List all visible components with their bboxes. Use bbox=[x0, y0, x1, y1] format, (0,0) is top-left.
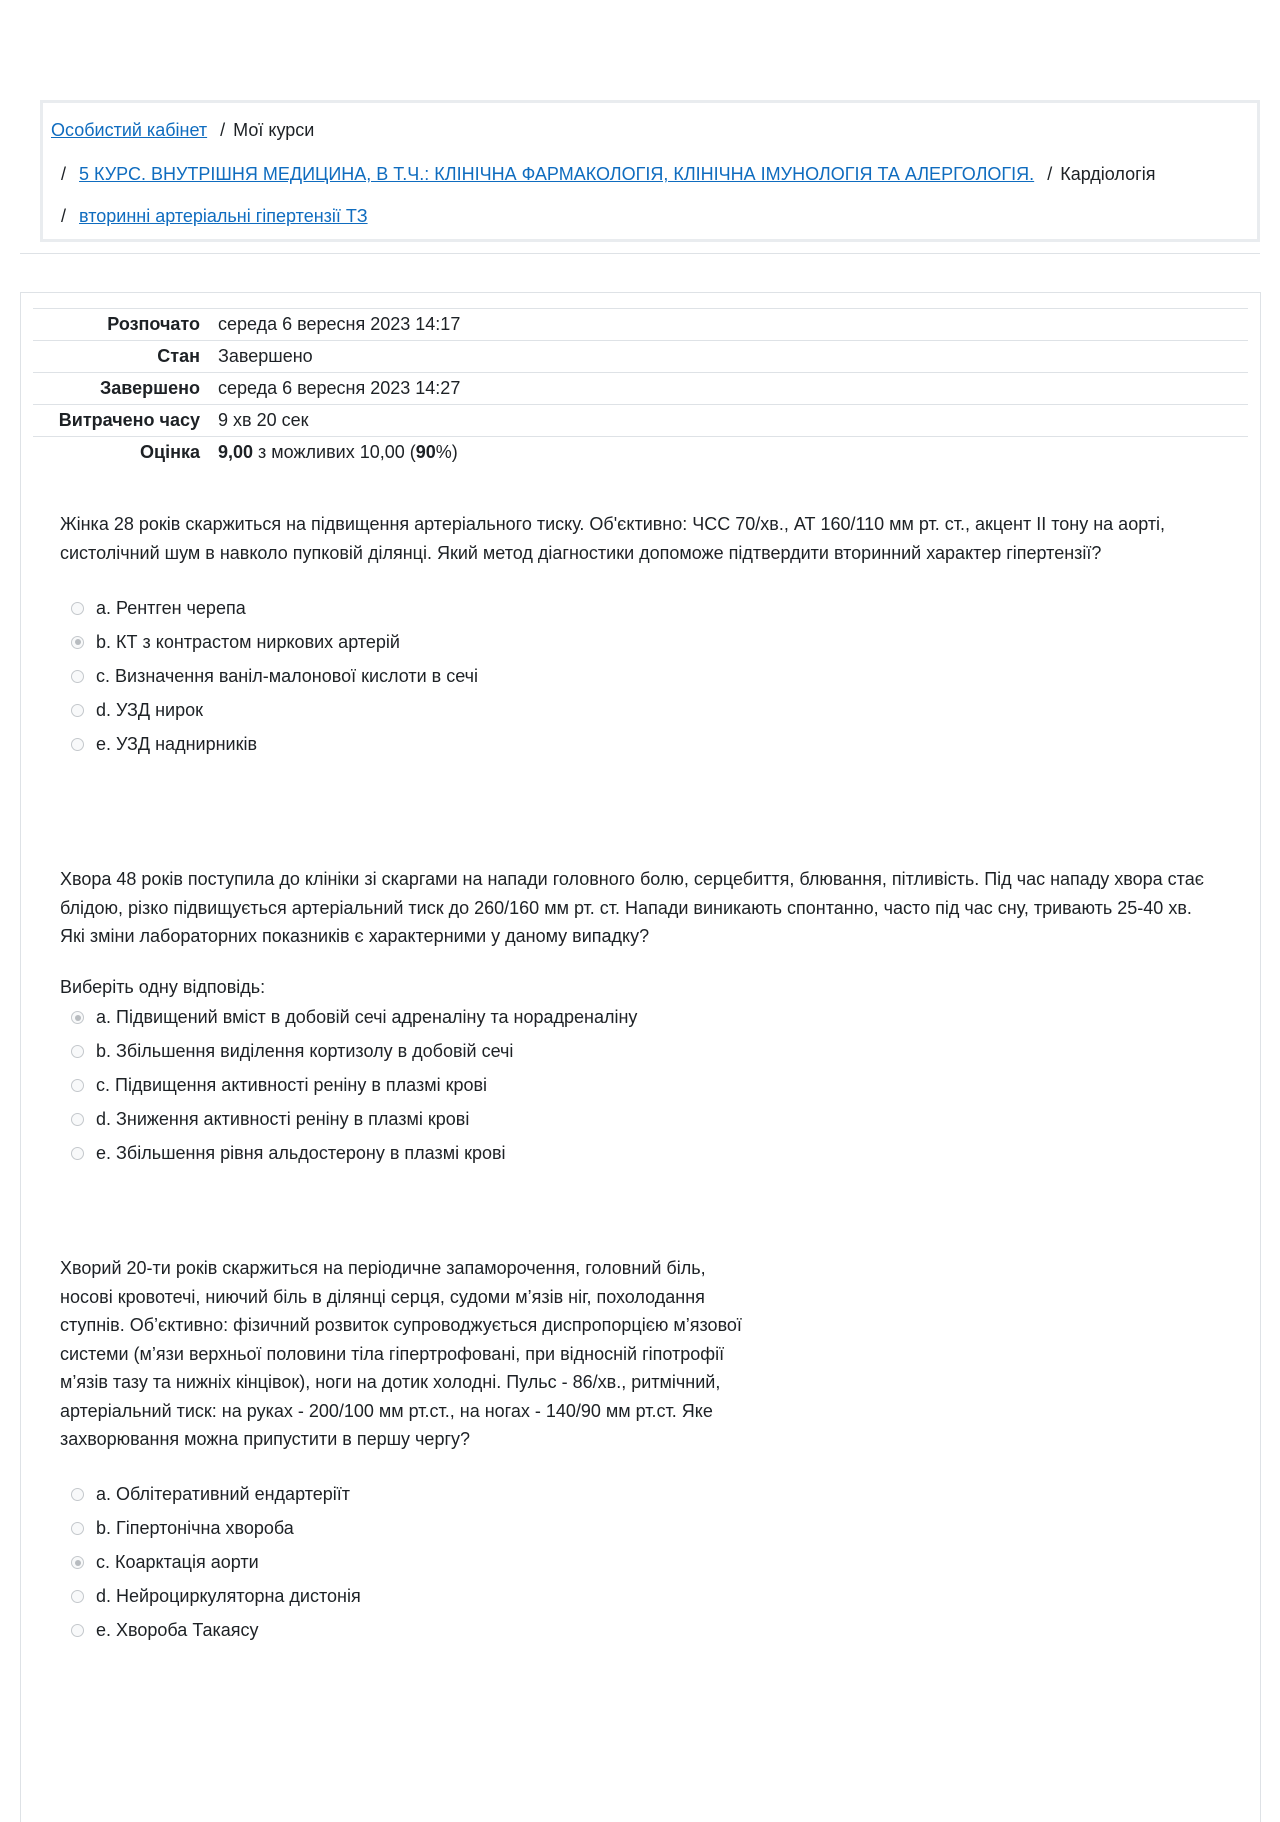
summary-value: Завершено bbox=[218, 346, 313, 366]
question-text-line: захворювання можна припустити в першу чергу? bbox=[60, 1429, 471, 1449]
radio-button[interactable] bbox=[71, 636, 84, 649]
question-text: Жінка 28 років скаржиться на підвищення артеріального тиску. Об'єктивно: ЧСС 70/хв., АТ 160/110 мм рт. ст., акцент II тону на аорті, систолічний шум в навколо пупковій ділянці. Який метод діагностики допоможе підтвердити вторинний характер гіпертензії? bbox=[60, 514, 1166, 563]
breadcrumb-separator: / bbox=[61, 164, 67, 184]
answer-prompt: Виберіть одну відповідь: bbox=[60, 976, 266, 997]
summary-label: Завершено bbox=[99, 378, 200, 398]
answer-label: b. Збільшення виділення кортизолу в добовій сечі bbox=[96, 1041, 514, 1061]
question-text-line: системи (м’язи верхньої половини тіла гіпертрофовані, при відносній гіпотрофії bbox=[60, 1343, 725, 1364]
answer-label: e. Збільшення рівня альдостерону в плазмі крові bbox=[96, 1143, 506, 1163]
radio-button[interactable] bbox=[71, 1590, 84, 1603]
breadcrumb-separator: / bbox=[220, 120, 226, 140]
answer-option[interactable] bbox=[60, 1001, 1210, 1035]
answer-option[interactable] bbox=[60, 1069, 1210, 1103]
grade-out-of: з можливих 10,00 ( bbox=[253, 442, 416, 462]
summary-row-grade bbox=[33, 436, 1248, 468]
grade-value bbox=[218, 442, 458, 463]
breadcrumb-home-link[interactable]: Особистий кабінет bbox=[51, 120, 208, 140]
answer-label: e. УЗД наднирників bbox=[96, 733, 258, 754]
answer-label: c. Визначення ваніл-малонової кислоти в сечі bbox=[96, 665, 479, 686]
answer-label: c. Коарктація аорти bbox=[96, 1552, 259, 1572]
answer-list bbox=[60, 591, 1210, 761]
question-3 bbox=[60, 1254, 1210, 1648]
answer-label: e. Хвороба Такаясу bbox=[96, 1620, 259, 1640]
summary-row-state bbox=[33, 340, 1248, 372]
question-text bbox=[60, 1254, 1210, 1454]
radio-button[interactable] bbox=[71, 1488, 84, 1501]
answer-list bbox=[60, 1478, 1210, 1648]
answer-label: b. Гіпертонічна хвороба bbox=[96, 1518, 294, 1538]
summary-value: 9 хв 20 сек bbox=[218, 410, 309, 430]
summary-row-started bbox=[33, 308, 1248, 340]
attempt-summary-table bbox=[33, 308, 1248, 468]
question-text-line: ступнів. Об’єктивно: фізичний розвиток супроводжується диспропорцією м’язової bbox=[60, 1315, 742, 1335]
grade-score: 9,00 bbox=[218, 442, 254, 462]
answer-label: a. Облітеративний ендартеріїт bbox=[96, 1484, 350, 1504]
breadcrumb-course-link[interactable]: 5 КУРС. ВНУТРІШНЯ МЕДИЦИНА, В Т.Ч.: КЛІНІЧНА ФАРМАКОЛОГІЯ, КЛІНІЧНА ІМУНОЛОГІЯ ТА АЛЕРГОЛОГІЯ. bbox=[79, 164, 1035, 184]
answer-option[interactable] bbox=[60, 1614, 1210, 1648]
radio-button[interactable] bbox=[71, 1011, 84, 1024]
radio-button[interactable] bbox=[71, 1147, 84, 1160]
answer-option[interactable] bbox=[60, 1035, 1210, 1069]
question-text-line: Хворий 20-ти років скаржиться на періодичне запаморочення, головний біль, bbox=[60, 1258, 706, 1278]
answer-label: c. Підвищення активності реніну в плазмі крові bbox=[96, 1075, 488, 1095]
grade-percent: 90 bbox=[415, 442, 436, 462]
radio-button[interactable] bbox=[71, 1624, 84, 1637]
question-text-line: артеріальний тиск: на руках - 200/100 мм рт.ст., на ногах - 140/90 мм рт.ст. Яке bbox=[60, 1400, 713, 1421]
summary-label: Розпочато bbox=[107, 314, 200, 334]
breadcrumb-separator: / bbox=[1047, 164, 1053, 184]
question-2 bbox=[60, 865, 1210, 1171]
summary-value: середа 6 вересня 2023 14:17 bbox=[218, 314, 461, 334]
answer-label: a. Підвищений вміст в добовій сечі адреналіну та норадреналіну bbox=[96, 1007, 638, 1027]
breadcrumb-separator: / bbox=[61, 206, 67, 226]
breadcrumb-line-3 bbox=[61, 205, 368, 227]
answer-option[interactable] bbox=[60, 1580, 1210, 1614]
radio-button[interactable] bbox=[71, 704, 84, 717]
radio-button[interactable] bbox=[71, 670, 84, 683]
answer-option[interactable] bbox=[60, 693, 1210, 727]
question-text: Хвора 48 років поступила до клініки зі скаргами на напади головного болю, серцебиття, блювання, пітливість. Під час нападу хвора стає блідою, різко підвищується артеріальний тиск до 260/160 мм рт. ст. Напади виникають спонтанно, часто під час сну, тривають 25-40 хв. Які зміни лабораторних показників є характерними у даному випадку? bbox=[60, 869, 1204, 946]
grade-end: %) bbox=[435, 442, 458, 462]
radio-button[interactable] bbox=[71, 738, 84, 751]
breadcrumb-section: Кардіологія bbox=[1060, 164, 1156, 184]
answer-option[interactable] bbox=[60, 1478, 1210, 1512]
answer-option[interactable] bbox=[60, 1137, 1210, 1171]
radio-button[interactable] bbox=[71, 1556, 84, 1569]
summary-label: Оцінка bbox=[140, 442, 200, 462]
answer-list bbox=[60, 1001, 1210, 1171]
summary-value: середа 6 вересня 2023 14:27 bbox=[218, 378, 461, 398]
radio-button[interactable] bbox=[71, 602, 84, 615]
breadcrumb-my-courses: Мої курси bbox=[233, 120, 315, 140]
answer-option[interactable] bbox=[60, 727, 1210, 761]
answer-option[interactable] bbox=[60, 591, 1210, 625]
answer-option[interactable] bbox=[60, 659, 1210, 693]
answer-label: d. Зниження активності реніну в плазмі крові bbox=[96, 1109, 470, 1129]
radio-button[interactable] bbox=[71, 1045, 84, 1058]
answer-option[interactable] bbox=[60, 1546, 1210, 1580]
question-text-line: носові кровотечі, ниючий біль в ділянці серця, судоми м’язів ніг, похолодання bbox=[60, 1286, 705, 1307]
answer-label: d. Нейроциркуляторна дистонія bbox=[96, 1586, 361, 1606]
summary-row-time bbox=[33, 404, 1248, 436]
breadcrumb-line-2 bbox=[61, 163, 1155, 185]
answer-option[interactable] bbox=[60, 1512, 1210, 1546]
answer-label: b. КТ з контрастом ниркових артерій bbox=[96, 631, 400, 652]
question-text-line: м’язів тазу та нижніх кінцівок), ноги на дотик холодні. Пульс - 86/хв., ритмічний, bbox=[60, 1372, 721, 1392]
radio-button[interactable] bbox=[71, 1113, 84, 1126]
breadcrumb-line-1 bbox=[51, 119, 314, 141]
answer-label: a. Рентген черепа bbox=[96, 597, 246, 618]
summary-row-completed bbox=[33, 372, 1248, 404]
summary-label: Витрачено часу bbox=[58, 410, 200, 430]
header-divider bbox=[20, 253, 1260, 254]
question-1 bbox=[60, 510, 1210, 761]
breadcrumb-quiz-link[interactable]: вторинні артеріальні гіпертензії ТЗ bbox=[79, 206, 368, 226]
answer-option[interactable] bbox=[60, 1103, 1210, 1137]
radio-button[interactable] bbox=[71, 1522, 84, 1535]
summary-label: Стан bbox=[157, 346, 200, 366]
answer-option[interactable] bbox=[60, 625, 1210, 659]
radio-button[interactable] bbox=[71, 1079, 84, 1092]
breadcrumb bbox=[40, 100, 1260, 242]
answer-label: d. УЗД нирок bbox=[96, 699, 204, 720]
